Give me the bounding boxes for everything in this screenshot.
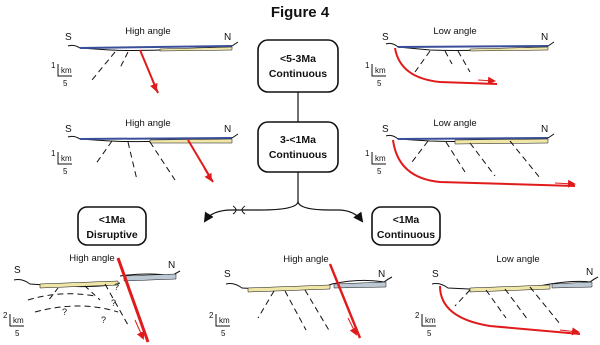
box-period: <1Ma	[98, 214, 126, 226]
scale-unit: km	[61, 154, 72, 163]
panel-title: High angle	[125, 118, 171, 129]
branch-arrow-left	[205, 210, 246, 221]
panel-middle-low-angle	[365, 118, 575, 186]
inactive-fault	[95, 141, 112, 165]
flowchart	[78, 40, 440, 245]
sediment-layer	[470, 47, 548, 51]
box-period: 3-<1Ma	[280, 134, 316, 146]
surface-layer	[398, 46, 548, 47]
inactive-fault	[285, 291, 306, 330]
south-label: S	[382, 32, 389, 43]
scale-unit: km	[375, 154, 386, 163]
sediment-layer	[334, 282, 386, 288]
question-mark: ?	[114, 282, 120, 292]
scale-vertical-value: 2	[415, 311, 420, 320]
south-label: S	[382, 124, 389, 135]
north-label: N	[224, 124, 232, 135]
panel-middle-high-angle	[51, 118, 238, 182]
scale-vertical-value: 2	[209, 311, 214, 320]
box-1ma-disruptive	[78, 207, 146, 245]
sediment-layer	[455, 139, 548, 144]
inactive-fault	[120, 52, 128, 68]
scale-unit: km	[61, 66, 72, 75]
active-fault	[188, 140, 213, 182]
slip-arrow	[555, 183, 574, 184]
inactive-fault	[92, 52, 115, 80]
active-detachment-fault	[393, 140, 575, 186]
panel-title: High angle	[125, 26, 171, 37]
scale-unit: km	[219, 316, 230, 325]
active-detachment-fault	[440, 286, 580, 334]
slip-arrow	[204, 168, 211, 180]
inactive-fault	[305, 290, 330, 332]
connector-line	[298, 202, 338, 210]
scale-horizontal-value: 5	[427, 329, 432, 338]
inactive-fault	[458, 51, 470, 72]
inactive-fault	[470, 143, 495, 176]
box-5-3ma-continuous	[258, 40, 338, 92]
south-label: S	[432, 269, 439, 280]
sediment-layer	[150, 139, 232, 143]
scale-horizontal-value: 5	[63, 167, 68, 176]
surface-layer	[80, 138, 232, 139]
inactive-fault	[412, 141, 428, 162]
active-fault	[118, 258, 148, 342]
panel-top-high-angle	[51, 26, 238, 93]
south-label: S	[14, 265, 21, 276]
inactive-fault	[445, 51, 452, 64]
north-label: N	[586, 267, 594, 278]
box-mode: Continuous	[376, 229, 436, 241]
box-mode: Continuous	[268, 149, 328, 161]
sediment-layer	[248, 285, 330, 292]
panel-bottom-low-angle-continuous	[415, 254, 598, 338]
box-period: <1Ma	[392, 214, 420, 226]
active-fault	[330, 264, 360, 338]
box-3-1ma-continuous	[258, 122, 338, 172]
inactive-fault	[415, 51, 430, 72]
south-label: S	[65, 32, 72, 43]
north-label: N	[378, 269, 386, 280]
inactive-fault	[486, 290, 506, 318]
surface-layer	[398, 138, 548, 139]
inactive-fault	[35, 306, 118, 312]
inactive-fault	[530, 287, 560, 324]
inactive-fault	[510, 141, 540, 178]
inactive-fault	[455, 290, 470, 306]
panel-title: High angle	[69, 253, 115, 264]
inactive-fault	[150, 142, 175, 180]
north-label: N	[168, 260, 176, 271]
active-fault	[140, 50, 158, 93]
scale-horizontal-value: 5	[377, 167, 382, 176]
scale-vertical-value: 1	[51, 149, 56, 158]
scale-vertical-value: 1	[365, 149, 370, 158]
scale-horizontal-value: 5	[63, 79, 68, 88]
panel-top-low-angle	[365, 26, 554, 88]
inactive-fault	[446, 142, 465, 172]
scale-unit: km	[375, 66, 386, 75]
scale-unit: km	[425, 316, 436, 325]
figure-title: Figure 4	[270, 4, 330, 21]
inactive-fault	[258, 291, 274, 318]
inactive-fault	[85, 286, 100, 300]
north-label: N	[541, 124, 549, 135]
panel-bottom-high-angle-continuous	[209, 254, 392, 338]
inactive-fault	[505, 289, 528, 320]
north-label: N	[224, 32, 232, 43]
box-mode: Continuous	[268, 68, 328, 80]
box-mode: Disruptive	[86, 229, 138, 241]
south-label: S	[224, 269, 231, 280]
branch-arrow-right	[338, 210, 362, 221]
scale-vertical-value: 1	[51, 61, 56, 70]
box-period: <5-3Ma	[280, 53, 316, 65]
north-label: N	[541, 32, 549, 43]
inactive-fault	[28, 294, 95, 300]
box-1ma-continuous	[372, 207, 440, 245]
scale-vertical-value: 2	[3, 311, 8, 320]
south-label: S	[65, 124, 72, 135]
scale-vertical-value: 1	[365, 61, 370, 70]
panel-title: Low angle	[433, 118, 477, 129]
scale-horizontal-value: 5	[377, 79, 382, 88]
sediment-layer	[470, 285, 550, 292]
panel-title: Low angle	[433, 26, 477, 37]
connector-line	[246, 202, 298, 210]
panel-title: Low angle	[496, 254, 540, 265]
scale-horizontal-value: 5	[15, 329, 20, 338]
scale-horizontal-value: 5	[221, 329, 226, 338]
panel-bottom-high-angle-disruptive	[3, 253, 180, 342]
question-mark: ?	[62, 307, 68, 317]
scale-unit: km	[13, 316, 24, 325]
slip-arrow	[478, 80, 494, 81]
inactive-fault	[128, 142, 137, 180]
question-mark: ?	[111, 298, 117, 308]
panel-title: High angle	[283, 254, 329, 265]
question-mark: ?	[101, 315, 107, 325]
